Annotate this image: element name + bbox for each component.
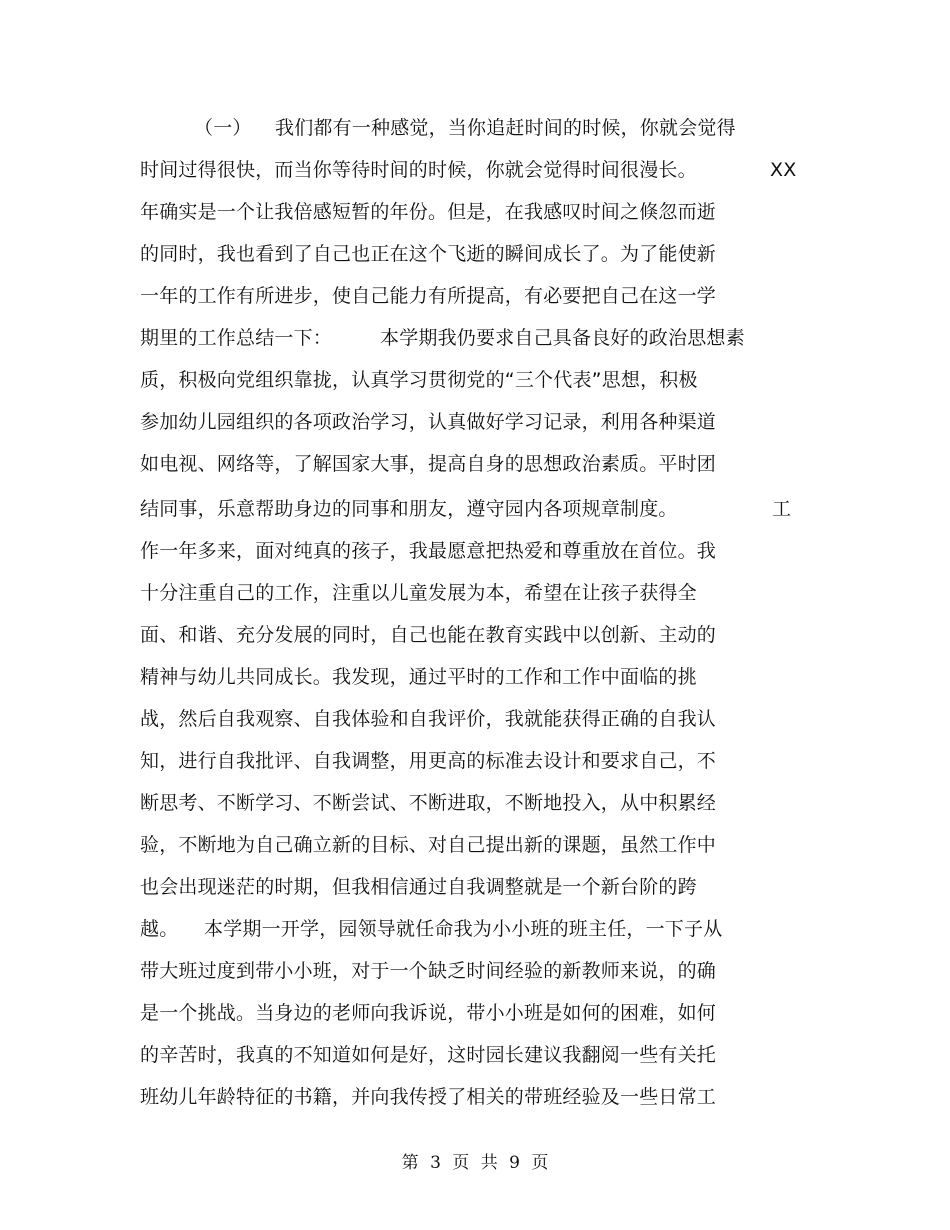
text-line [140,536,716,566]
text-line [140,1082,716,1112]
text-line [140,914,723,944]
text-line [140,365,698,395]
line-segment: 我们都有一种感觉，当你追赶时间的时候，你就会觉得 [275,117,736,139]
line-segment: 也会出现迷茫的时期，但我相信通过自我调整就是一个新台阶的跨 [140,876,697,898]
line-segment: 班幼儿年龄特征的书籍，并向我传授了相关的带班经验及一些日常工 [140,1086,717,1108]
text-line [140,998,716,1028]
line-segment: 十分注重自己的工作，注重以儿童发展为本，希望在让孩子获得全 [140,582,697,604]
line-segment: 参加幼儿园组织的各项政治学习，认真做好学习记录，利用各种渠道 [140,411,717,433]
text-line [140,704,716,734]
line-segment: 面、和谐、充分发展的同时，自己也能在教育实践中以创新、主动的 [140,624,717,646]
line-segment: 作一年多来，面对纯真的孩子，我最愿意把热爱和尊重放在首位。我 [140,540,717,562]
text-line [140,407,716,437]
line-segment: （一） [194,117,252,139]
text-line [140,788,716,818]
text-line [140,830,716,860]
line-segment: 工 [772,498,792,520]
line-segment: 知，进行自我批评、自我调整，用更高的标准去设计和要求自己，不 [140,750,717,772]
text-line [140,620,716,650]
text-line [140,494,792,524]
page-number: 第 3 页 共 9 页 [401,1153,549,1173]
text-line [140,872,697,902]
text-line [140,578,697,608]
text-line [140,197,716,227]
text-line [140,746,716,776]
line-segment: 带大班过度到带小小班，对于一个缺乏时间经验的新教师来说，的确 [140,960,717,982]
text-line [140,155,797,185]
line-segment: 验，不断地为自己确立新的目标、对自己提出新的课题，虽然工作中 [140,834,717,856]
line-segment: XX [770,159,797,181]
line-segment: 战，然后自我观察、自我体验和自我评价，我就能获得正确的自我认 [140,708,717,730]
line-segment: 是一个挑战。当身边的老师向我诉说，带小小班是如何的困难，如何 [140,1002,717,1024]
text-line [140,449,716,479]
line-segment: 一年的工作有所进步，使自己能力有所提高，有必要把自己在这一学 [140,285,717,307]
line-segment: 的同时，我也看到了自己也正在这个飞逝的瞬间成长了。为了能使新 [140,243,717,265]
text-line [140,239,716,269]
text-line [140,662,697,692]
line-segment: 结同事，乐意帮助身边的同事和朋友，遵守园内各项规章制度。 [140,498,678,520]
line-segment: 质，积极向党组织靠拢，认真学习贯彻党的“三个代表”思想，积极 [140,369,698,391]
text-line [140,323,745,353]
line-segment: 精神与幼儿共同成长。我发现，通过平时的工作和工作中面临的挑 [140,666,697,688]
line-segment: 如电视、网络等，了解国家大事，提高自身的思想政治素质。平时团 [140,453,717,475]
line-segment: 的辛苦时，我真的不知道如何是好，这时园长建议我翻阅一些有关托 [140,1044,717,1066]
line-segment: 期里的工作总结一下： [140,327,333,349]
text-line [140,956,716,986]
text-line [140,1040,716,1070]
line-segment: 断思考、不断学习、不断尝试、不断进取，不断地投入，从中积累经 [140,792,717,814]
line-segment: 年确实是一个让我倍感短暂的年份。但是，在我感叹时间之倏忽而逝 [140,201,717,223]
line-segment: 时间过得很快，而当你等待时间的时候，你就会觉得时间很漫长。 [140,159,697,181]
text-line [140,281,716,311]
line-segment: 越。 [140,918,179,940]
line-segment: 本学期我仍要求自己具备良好的政治思想素 [380,327,745,349]
line-segment: 本学期一开学，园领导就任命我为小小班的班主任，一下子从 [204,918,723,940]
